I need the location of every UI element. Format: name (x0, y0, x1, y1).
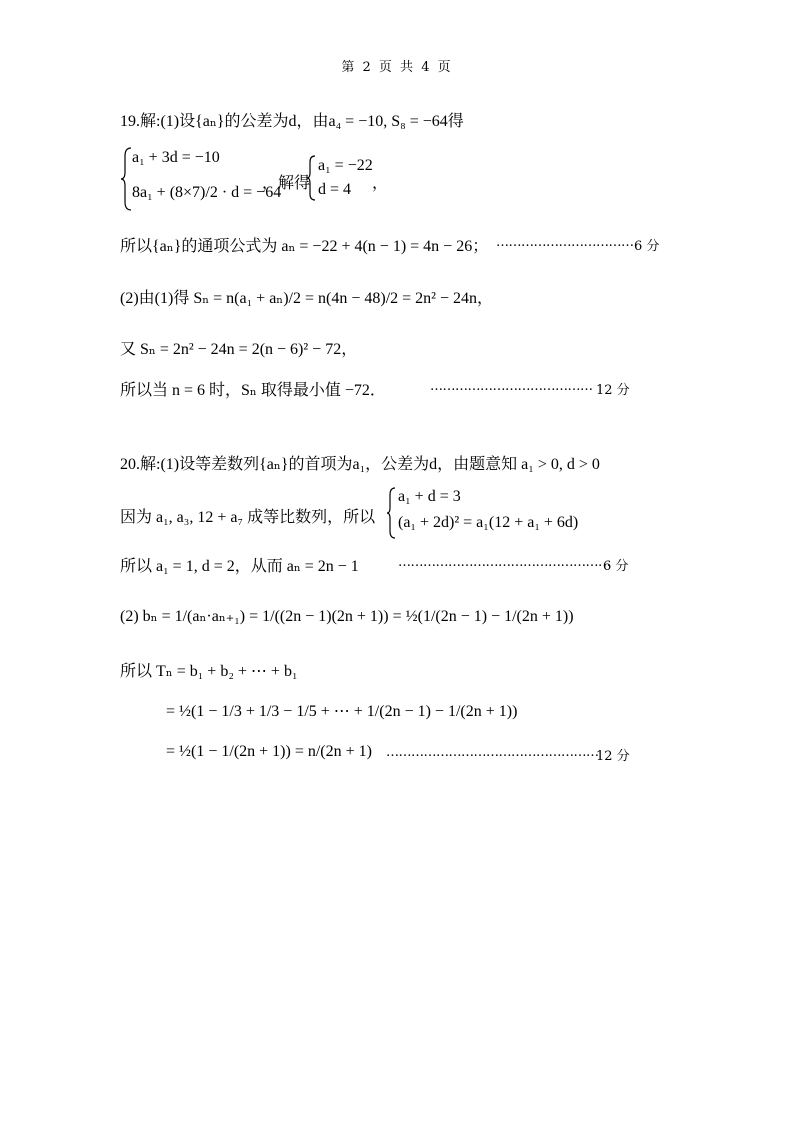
q19-rewrite: 又 Sₙ = 2n² − 24n = 2(n − 6)² − 72， (120, 341, 358, 358)
q19-system-brace (120, 146, 132, 212)
q20-score1: 6 分 (603, 559, 629, 574)
q20-system-eq1: a₁ + d = 3 (398, 488, 461, 505)
q20-part2: (2) bₙ = 1/(aₙ·aₙ₊₁) = 1/((2n − 1)(2n + 1)) = ½(1/(2n − 1) − 1/(2n + 1)) (120, 608, 574, 625)
q20-system-eq2: (a₁ + 2d)² = a₁(12 + a₁ + 6d) (398, 514, 579, 531)
q20-system-brace (386, 486, 396, 540)
q19-part2: (2)由(1)得 Sₙ = n(a₁ + aₙ)/2 = n(4n − 48)/2 = 2n² − 24n， (120, 290, 493, 307)
q19-score1-leader: …………………………… (496, 235, 634, 250)
q20-geometric-text: 因为 a₁, a₃, 12 + a₇ 成等比数列，所以 (120, 509, 376, 526)
q20-sum-definition: 所以 Tₙ = b₁ + b₂ + ⋯ + b₁ (120, 663, 298, 680)
q20-result: 所以 a₁ = 1, d = 2，从而 aₙ = 2n − 1 (120, 558, 359, 575)
q20-score2: 12 分 (596, 749, 630, 764)
q19-general-formula: 所以{aₙ}的通项公式为 aₙ = −22 + 4(n − 1) = 4n − 26； (120, 238, 489, 255)
q19-conclusion: 所以当 n = 6 时，Sₙ 取得最小值 −72． (120, 382, 386, 399)
q19-solution-tail: ， (372, 175, 389, 192)
q20-score1-leader: …………………………………………… (398, 555, 611, 570)
q20-score2-leader: …………………………………………… (386, 745, 599, 760)
q19-system-eq2: 8a₁ + (8×7)/2 · d = −64 (132, 184, 282, 201)
q19-score1: 6 分 (634, 239, 660, 254)
q19-solve-text: ，解得 (262, 175, 311, 192)
q19-solution-d: d = 4 (318, 181, 352, 198)
q20-intro: 20.解:(1)设等差数列{aₙ}的首项为a₁，公差为d，由题意知 a₁ > 0, d > 0 (120, 456, 600, 473)
q19-score2: 12 分 (596, 383, 630, 398)
q19-solution-a1: a₁ = −22 (318, 157, 373, 174)
page-indicator: 第 2 页 共 4 页 (341, 60, 453, 75)
q19-solution-brace (306, 154, 316, 202)
q19-intro: 19.解:(1)设{aₙ}的公差为d，由a₄ = −10, S₈ = −64得 (120, 113, 464, 130)
q20-sum-step1: = ½(1 − 1/3 + 1/3 − 1/5 + ⋯ + 1/(2n − 1) − 1/(2n + 1)) (166, 703, 518, 720)
q19-score2-leader: ………………………………… (430, 379, 593, 394)
q19-system-eq1: a₁ + 3d = −10 (132, 149, 220, 166)
q20-sum-step2: = ½(1 − 1/(2n + 1)) = n/(2n + 1) (166, 743, 372, 760)
